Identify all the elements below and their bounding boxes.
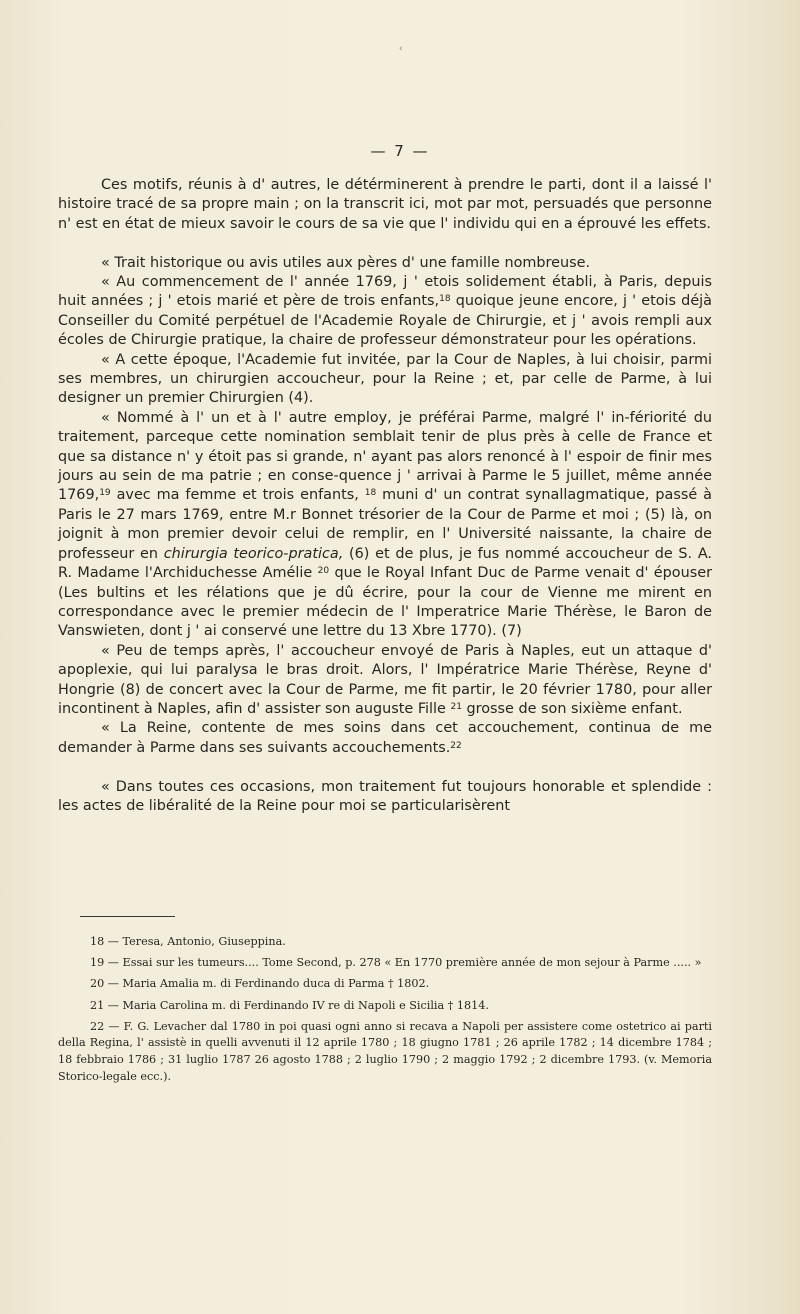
footnote-19: 19 — Essai sur les tumeurs.... Tome Second, p. 278 « En 1770 première année de mon sejour à Parme ..... » <box>90 956 702 970</box>
paragraph-1: Ces motifs, réunis à d' autres, le détérminerent à prendre le parti, dont il a laissé l' histoire tracé de sa propre main ; on la transcrit ici, mot par mot, persuadés que personne n' est en état de mieux savoir le cours de sa vie que l' individu qui en a éprouvé les effets. <box>58 177 712 232</box>
footnote-ref: 22 <box>450 740 462 751</box>
paragraph-3: « Au commencement de l' année 1769, j ' etois solidement établi, à Paris, depuis huit années ; j ' etois marié et père de trois enfants,$^{18}$ quoique jeune encore, j ' etois déjà Conseiller du Comité perpétuel de l'Academie Royale de Chirurgie, et j ' avois rempli aux écoles de Chirurgie pratique, la chaire de professeur démonstrateur pour les opérations. <box>58 274 712 349</box>
footnote-21: 21 — Maria Carolina m. di Ferdinando IV re di Napoli e Sicilia † 1814. <box>90 998 489 1012</box>
page-number: — 7 — <box>370 142 430 160</box>
footnote-divider <box>80 916 175 917</box>
footnote-ref: 20 <box>317 566 330 577</box>
paragraph-4: « A cette époque, l'Academie fut invitée, par la Cour de Naples, à lui choisir, parmi ses membres, un chirurgien accoucheur, pour la Reine ; et, par celle de Parme, à lui designer un premier Chirurgien (4). <box>58 351 712 407</box>
italic-phrase: chirurgia teorico-pratica, <box>163 545 344 562</box>
footnote-ref: 18 <box>364 488 377 499</box>
paragraph-6: « Peu de temps après, l' accoucheur envoyé de Paris à Naples, eut un attaque d' apoplexie, qui lui paralysa le bras droit. Alors, l' Impératrice Marie Thérèse, Reyne d' Hongrie (8) de concert avec la Cour de Parme, me fit partir, le 20 février 1780, pour aller incontinent à Naples, afin d' assister son auguste Fille $^{21}$ grosse de son sixième enfant. <box>58 642 712 717</box>
body-text <box>58 176 712 816</box>
footnote-ref: 18 <box>439 294 451 305</box>
footnote-22: 22 — F. G. Levacher dal 1780 in poi quasi ogni anno si recava a Napoli per assistere come ostetrico ai parti della Regina, l' assistè in quelli avvenuti il 12 aprile 1780 ; 18 giugno 1781 ; 26 aprile 1782 ; 14 dicembre 1784 ; 18 febbraio 1786 ; 31 luglio 1787 26 agosto 1788 ; 2 luglio 1790 ; 2 maggio 1792 ; 2 dicembre 1793. (v. Memoria Storico-legale ecc.). <box>58 1019 712 1083</box>
footnote-18: 18 — Teresa, Antonio, Giuseppina. <box>90 935 286 948</box>
paragraph-2: « Trait historique ou avis utiles aux pères d' une famille nombreuse. <box>101 254 591 271</box>
footnote-ref: 21 <box>450 701 462 712</box>
paragraph-7: « La Reine, contente de mes soins dans cet accouchement, continua de me demander à Parme dans ses suivants accouchements.$^{22}$ <box>58 720 712 756</box>
paragraph-8: « Dans toutes ces occasions, mon traitement fut toujours honorable et splendide : les actes de libéralité de la Reine pour moi se particularisèrent <box>58 778 712 814</box>
footnote-20: 20 — Maria Amalia m. di Ferdinando duca di Parma † 1802. <box>90 977 430 991</box>
corner-mark: ‹ <box>399 44 403 54</box>
footnotes <box>58 934 712 1090</box>
paragraph-5: « Nommé à l' un et à l' autre employ, je préférai Parme, malgré l' in-fériorité du traitement, parceque cette nomination semblait tenir de plus près à celle de France et que sa distance n' y étoit pas si grande, n' ayant pas alors renoncé à l' espoir de finir mes jours au sein de ma patrie ; en conse-quence j ' arrivai à Parme le 5 juillet, même année 1769,19 avec ma femme et trois enfants, $^{18}$ muni d' un contrat synallagmatique, passé à Paris le 27 mars 1769, entre M.r Bonnet trésorier de la Cour de Parme et moi ; (5) là, on joignit à mon premier devoir celui de remplir, en l' Université naissante, la chaire de professeur en chirurgia teorico-pratica, (6) et de plus, je fus nommé accoucheur de S. A. R. Madame l'Archiduchesse Amélie $^{20}$ que le Royal Infant Duc de Parme venait d' épouser (Les bultins et les rélations que je dû écrire, pour la cour de Vienne me mirent en correspondance avec le premier médecin de l' Imperatrice Marie Thérèse, le Baron de Vanswieten, dont j ' ai conservé une lettre du 13 Xbre 1770). (7) <box>58 409 713 640</box>
footnote-ref: 19 <box>99 488 111 499</box>
